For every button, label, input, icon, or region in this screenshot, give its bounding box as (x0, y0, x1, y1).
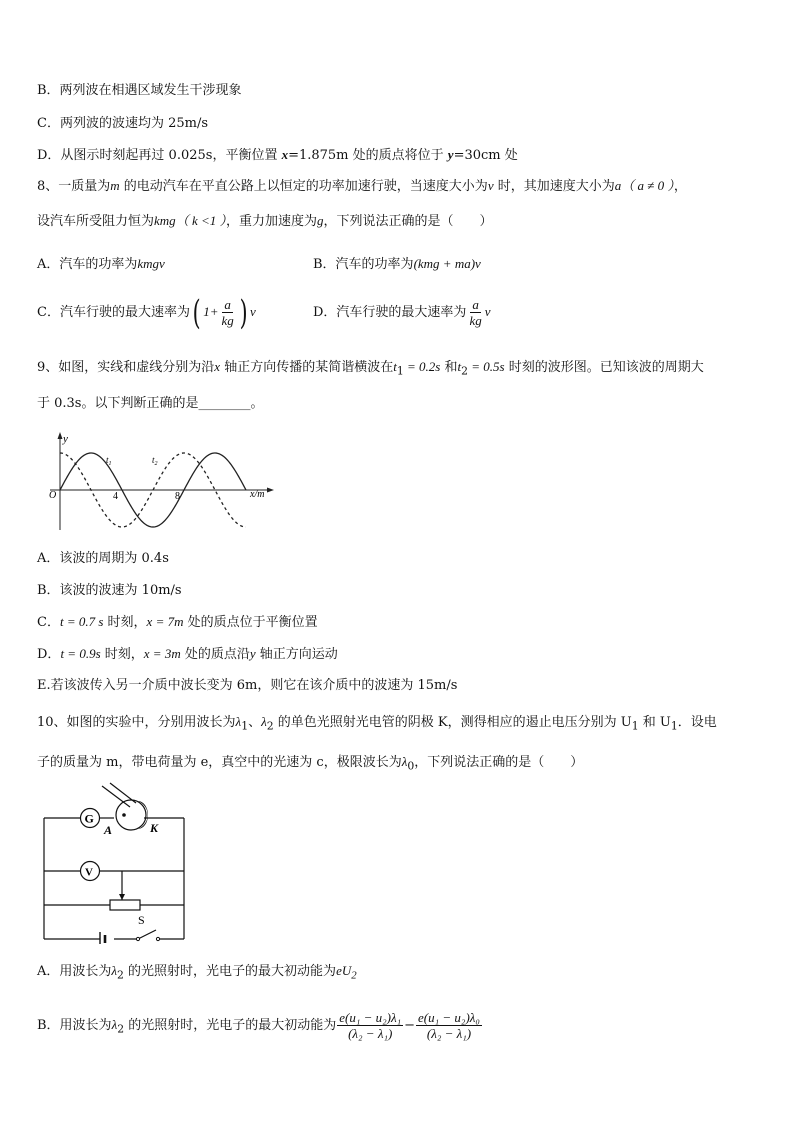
q8-option-a: A．汽车的功率为kmgv (37, 256, 165, 272)
origin-label: O (49, 490, 57, 501)
q8-option-c: C．汽车行驶的最大速率为( 1+ $\frac{a}{kg}$ ) v (37, 292, 256, 333)
svg-text:V: V (85, 866, 93, 879)
q9-wave-graph (44, 430, 280, 534)
x-tick-4: 4 (113, 491, 118, 502)
curve-label-t1: $t_1$ (106, 455, 112, 467)
q8-stem-line1: 8、一质量为m 的电动汽车在平直公路上以恒定的功率加速行驶，当速度大小为v 时，其加速度大小为a（ a ≠ 0 ）， (37, 178, 687, 194)
y-axis-arrow (58, 432, 63, 439)
q8-stem-line2: 设汽车所受阻力恒为kmg（ k <1 ），重力加速度为g，下列说法正确的是（ ） (37, 213, 493, 229)
wiper-arrow (119, 894, 125, 900)
q9-option-d: D．t = 0.9s 时刻，x = 3m 处的质点沿y 轴正方向运动 (37, 646, 338, 662)
q10-circuit-diagram (38, 782, 190, 944)
q7-option-b: B．两列波在相遇区域发生干涉现象 (37, 83, 242, 98)
curve-label-t2: $t_2$ (152, 455, 158, 467)
q9-option-a: A．该波的周期为 0.4s (37, 551, 169, 566)
q9-stem-line1: 9、如图，实线和虚线分别为沿x 轴正方向传播的某简谐横波在$t_1 = 0.2s$ 和$t_2 = 0.5s$ 时刻的波形图。已知该波的周期大 (37, 359, 704, 378)
q9-option-e: E.若该波传入另一介质中波长变为 6m，则它在该介质中的波速为 15m/s (37, 678, 458, 693)
q9-option-c: C．t = 0.7 s 时刻，x = 7m 处的质点位于平衡位置 (37, 614, 318, 630)
q10-stem-line2: 子的质量为 m，带电荷量为 e，真空中的光速为 c，极限波长为$\lambda_0$，下列说法正确的是（ ） (37, 754, 584, 773)
x-axis-label: x/m (250, 489, 265, 500)
q7-option-d: D．从图示时刻起再过 0.025s，平衡位置 x=1.875m 处的质点将位于 y=30cm 处 (37, 147, 518, 163)
q10-stem-line1: 10、如图的实验中，分别用波长为$\lambda_1$、$\lambda_2$ 的单色光照射光电管的阴极 K，测得相应的遏止电压分别为 $U_1$ 和 $U_1$．设电 (37, 714, 717, 733)
switch-label: S (138, 913, 145, 927)
q9-option-b: B．该波的波速为 10m/s (37, 583, 182, 598)
q8-option-d: D．汽车行驶的最大速率为 $\frac{a}{kg}$ v (313, 297, 491, 328)
x-axis-arrow (267, 488, 274, 493)
q8-option-b: B．汽车的功率为(kmg + ma)v (313, 256, 481, 272)
x-tick-8: 8 (175, 491, 180, 502)
cathode-label: K (150, 821, 159, 835)
q10-option-b: B．用波长为$\lambda_2$ 的光照射时，光电子的最大初动能为 $\frac{\text{e(u₁ − u₂)λ₁}}{\text{(λ₂ − λ₁)}}$ − $\frac{\text{e(u₁ − u₂)λ₀}}{\text{(λ₂ − λ₁)}}$ (37, 1010, 480, 1041)
q9-stem-line2: 于 0.3s。以下判断正确的是________。 (37, 396, 264, 411)
q7-option-c: C．两列波的波速均为 25m/s (37, 116, 208, 131)
y-axis-label: y (63, 433, 68, 445)
anode-label: A (104, 823, 113, 837)
q10-option-a: A．用波长为$\lambda_2$ 的光照射时，光电子的最大初动能为$eU_2$ (37, 963, 357, 982)
svg-text:G: G (84, 811, 94, 826)
